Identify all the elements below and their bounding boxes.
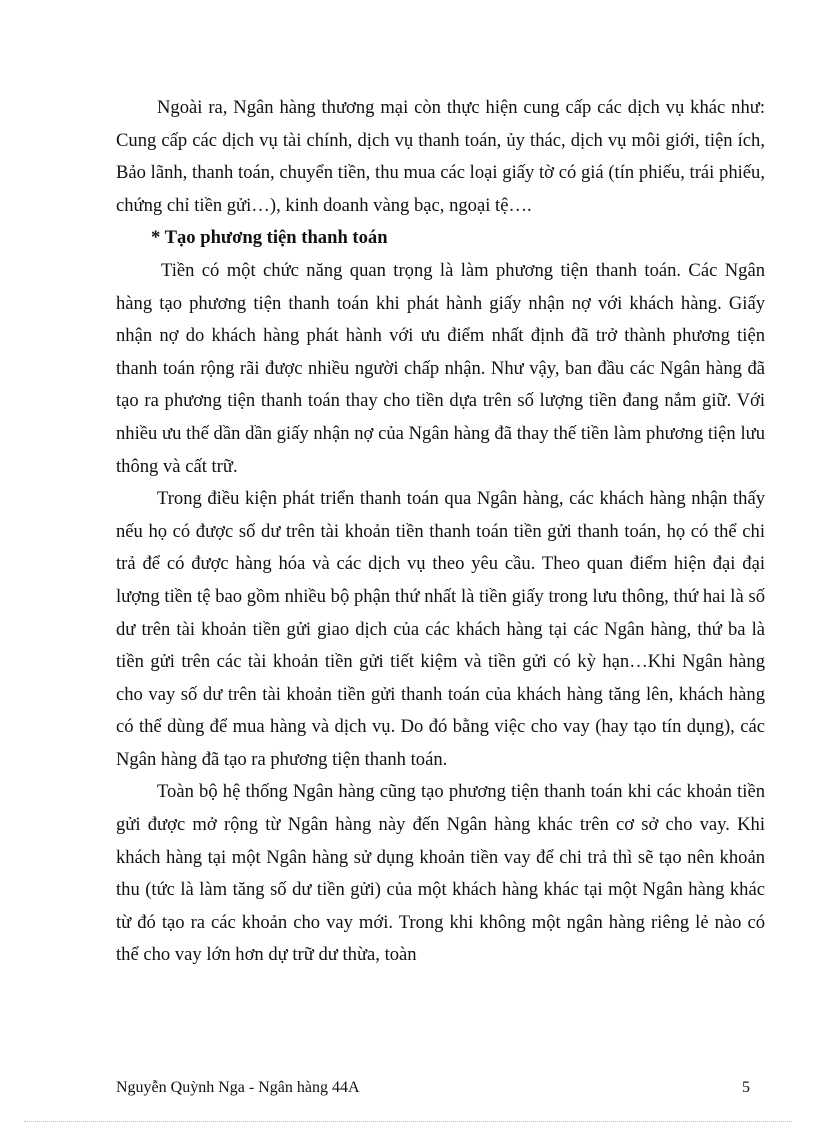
page-bottom-divider	[24, 1121, 792, 1122]
paragraph-payment-development: Trong điều kiện phát triển thanh toán qua Ngân hàng, các khách hàng nhận thấy nếu họ có được số dư trên tài khoản tiền thanh toán tiền gửi thanh toán, họ có thể chi trả để có được hàng hóa và các dịch vụ theo yêu cầu. Theo quan điểm hiện đại đại lượng tiền tệ bao gồm nhiều bộ phận thứ nhất là tiền giấy trong lưu thông, thứ hai là số dư trên tài khoản tiền gửi giao dịch của các khách hàng tại các Ngân hàng, thứ ba là tiền gửi trên các tài khoản tiền gửi tiết kiệm và tiền gửi có kỳ hạn…Khi Ngân hàng cho vay số dư trên tài khoản tiền gửi thanh toán của khách hàng tăng lên, khách hàng có thể dùng để mua hàng và dịch vụ. Do đó bằng việc cho vay (hay tạo tín dụng), các Ngân hàng đã tạo ra phương tiện thanh toán.	[116, 488, 765, 770]
section-heading-payment-means: * Tạo phương tiện thanh toán	[151, 227, 388, 249]
footer-author: Nguyễn Quỳnh Nga - Ngân hàng 44A	[116, 1079, 360, 1096]
paragraph-banking-system: Toàn bộ hệ thống Ngân hàng cũng tạo phương tiện thanh toán khi các khoản tiền gửi được mở rộng từ Ngân hàng này đến Ngân hàng khác trên cơ sở cho vay. Khi khách hàng tại một Ngân hàng sử dụng khoản tiền vay để chi trả thì sẽ tạo nên khoản thu (tức là làm tăng số dư tiền gửi) của một khách hàng khác tại một Ngân hàng khác từ đó tạo ra các khoản cho vay mới. Trong khi không một ngân hàng riêng lẻ nào có thể cho vay lớn hơn dự trữ dư thừa, toàn	[116, 781, 765, 966]
paragraph-other-services: Ngoài ra, Ngân hàng thương mại còn thực hiện cung cấp các dịch vụ khác như: Cung cấp các dịch vụ tài chính, dịch vụ thanh toán, ủy thác, dịch vụ môi giới, tiện ích, Bảo lãnh, thanh toán, chuyển tiền, thu mua các loại giấy tờ có giá (tín phiếu, trái phiếu, chứng chỉ tiền gửi…), kinh doanh vàng bạc, ngoại tệ….	[116, 97, 765, 216]
document-body	[116, 92, 765, 972]
page-number: 5	[742, 1079, 750, 1096]
page-footer	[116, 1078, 750, 1098]
paragraph-money-function: Tiền có một chức năng quan trọng là làm phương tiện thanh toán. Các Ngân hàng tạo phương tiện thanh toán khi phát hành giấy nhận nợ với khách hàng. Giấy nhận nợ do khách hàng phát hành với ưu điểm nhất định đã trở thành phương tiện thanh toán rộng rãi được nhiều người chấp nhận. Như vậy, ban đầu các Ngân hàng đã tạo ra phương tiện thanh toán thay cho tiền dựa trên số lượng tiền đang nắm giữ. Với nhiều ưu thế dần dần giấy nhận nợ của Ngân hàng đã thay thế tiền làm phương tiện lưu thông và cất trữ.	[116, 259, 765, 477]
